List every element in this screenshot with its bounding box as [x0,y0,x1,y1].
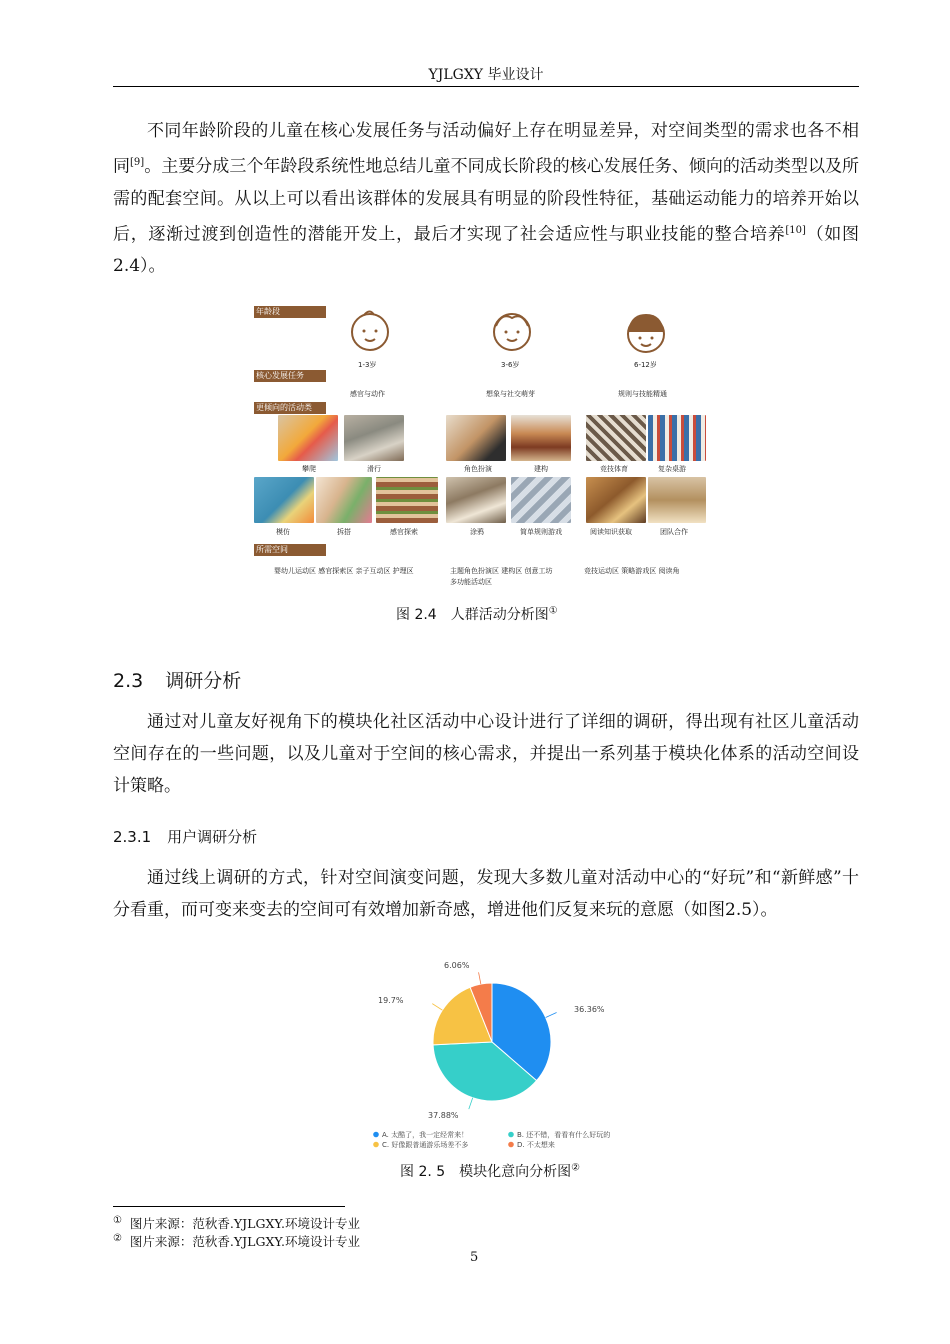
para1-text-c: （如图2.4）。 [113,224,860,277]
activity-boardgames: 复杂桌游 [658,465,686,473]
photo-sports [586,415,646,461]
paragraph-3 [113,862,859,926]
pie-label-1: 37.88% [428,1111,459,1120]
photo-rule-games [511,477,571,523]
figure-2-4 [254,302,710,588]
page-number: 5 [470,1250,479,1265]
baby-face-icon [348,306,392,358]
photo-role-play [446,415,506,461]
activity-climb: 攀爬 [302,465,316,473]
photo-building [511,415,571,461]
figure-2-4-footnote-mark: ① [548,605,558,617]
activity-rule-games: 简单规则游戏 [520,528,562,536]
photo-sliding [344,415,404,461]
subsection-title: 用户调研分析 [167,828,258,846]
activity-sensory: 感官探索 [390,528,418,536]
activity-teamwork: 团队合作 [660,528,688,536]
pie-chart [370,960,620,1160]
header-rule [113,86,859,87]
footnote-2 [113,1232,360,1250]
pie-leader-2 [432,1004,442,1010]
task-label-3: 规则与技能精通 [618,390,667,398]
footnote-rule [113,1206,345,1207]
child-face-icon [490,306,534,358]
age-label-1: 1-3岁 [358,361,377,369]
spaces-1: 婴幼儿运动区 感官探索区 亲子互动区 护理区 [274,567,414,575]
age-label-3: 6-12岁 [634,361,657,369]
footnote-1 [113,1214,360,1232]
photo-disassembly [316,477,372,523]
figure-2-5-caption-text: 图 2. 5 模块化意向分析图 [400,1164,572,1180]
para3-text: 通过线上调研的方式，针对空间演变问题，发现大多数儿童对活动中心的“好玩”和“新鲜感”十分看重，而可变来变去的空间可有效增加新奇感，增进他们反复来玩的意愿（如图2.5）。 [113,868,859,920]
photo-doodle [446,477,506,523]
pie-leader-1 [469,1098,473,1109]
legend-label-0: A. 太酷了，我一定经常来！ [382,1131,469,1139]
legend-swatch-1 [508,1132,514,1138]
subsection-number: 2.3.1 [113,828,152,846]
section-heading [113,666,241,693]
footnote-1-text: 图片来源：范秋香.YJLGXY.环境设计专业 [129,1216,360,1231]
activity-slide: 滑行 [367,465,381,473]
activity-build: 建构 [534,465,548,473]
spaces-2: 主题角色扮演区 建构区 创意工坊 [450,567,553,575]
activity-roleplay: 角色扮演 [464,465,492,473]
photo-teamwork [648,477,706,523]
activity-sports: 竞技体育 [600,465,628,473]
page-header: YJLGXY 毕业设计 [428,67,544,83]
figure-2-4-caption-text: 图 2.4 人群活动分析图 [396,607,549,623]
spaces-3: 竞技运动区 策略游戏区 阅读角 [584,567,680,575]
para2-text: 通过对儿童友好视角下的模块化社区活动中心设计进行了详细的调研，得出现有社区儿童活动空间存在的一些问题，以及儿童对于空间的核心需求，并提出一系列基于模块化体系的活动空间设计策略。 [113,712,859,796]
footnote-1-mark: ① [113,1214,122,1226]
band-activity: 更倾向的活动类 [254,402,326,414]
activity-doodle: 涂鸦 [470,528,484,536]
photo-imitation [254,477,314,523]
task-label-2: 想象与社交萌芽 [486,390,535,398]
legend-swatch-0 [373,1132,379,1138]
youth-face-icon [624,308,668,358]
pie-leader-0 [546,1012,557,1017]
subsection-heading [113,826,257,847]
paragraph-1 [113,115,859,282]
photo-sensory [376,477,438,523]
citation-10: [10] [785,224,806,236]
citation-9: [9] [130,157,145,168]
section-number: 2.3 [113,670,144,692]
spaces-2b: 多功能活动区 [450,578,492,586]
pie-label-3: 6.06% [444,961,470,970]
photo-reading [586,477,646,523]
pie-leader-3 [479,972,481,984]
pie-label-2: 19.7% [378,996,404,1005]
legend-swatch-2 [373,1142,379,1148]
activity-disassemble: 拆搭 [337,528,351,536]
band-space: 所需空间 [254,544,326,556]
legend-label-3: D. 不太想来 [517,1141,555,1149]
band-task: 核心发展任务 [254,370,326,382]
legend-label-2: C. 好像跟普通游乐场差不多 [382,1141,469,1149]
activity-reading: 阅读知识获取 [590,528,632,536]
figure-2-5-footnote-mark: ② [571,1162,581,1174]
footnote-2-text: 图片来源：范秋香.YJLGXY.环境设计专业 [129,1234,360,1249]
figure-2-5-caption [400,1161,580,1181]
photo-board-games [648,415,706,461]
section-title: 调研分析 [165,670,242,692]
photo-climbing [278,415,338,461]
task-label-1: 感官与动作 [350,390,385,398]
band-age: 年龄段 [254,306,326,318]
activity-imitate: 模仿 [276,528,290,536]
legend-label-1: B. 还不错，看看有什么好玩的 [517,1131,611,1139]
paragraph-2 [113,706,859,802]
pie-label-0: 36.36% [574,1005,605,1014]
legend-swatch-3 [508,1142,514,1148]
age-label-2: 3-6岁 [501,361,520,369]
footnote-2-mark: ② [113,1232,122,1244]
para1-text-a: 不同年龄阶段的儿童在核心发展任务与活动偏好上存在明显差异，对空间类型的需求也各不相同 [113,121,859,177]
figure-2-4-caption [396,604,558,624]
para1-text-b: 。主要分成三个年龄段系统性地总结儿童不同成长阶段的核心发展任务、倾向的活动类型以及所需的配套空间。从以上可以看出该群体的发展具有明显的阶段性特征，基础运动能力的培养开始以后，逐渐过渡到创造性的潜能开发上，最后才实现了社会适应性与职业技能的整合培养 [113,156,860,245]
